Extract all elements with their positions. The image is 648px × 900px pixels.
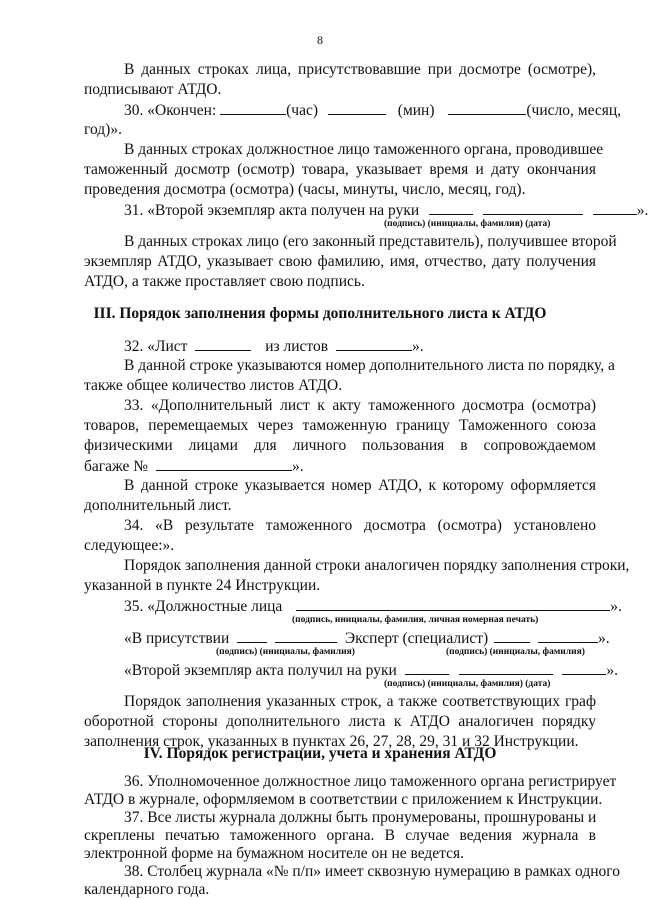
paragraph-line: физическими лицами для личного пользования в сопровождаемом	[84, 437, 596, 454]
closing-quote: ».	[636, 202, 648, 219]
paragraph-line: В данной строке указываются номер дополнительного листа по порядку, а	[124, 357, 615, 374]
paragraph-line: АТДО в журнале, оформляемом в соответствии с приложением к Инструкции.	[84, 791, 603, 808]
closing-quote: ».	[291, 458, 304, 475]
of-sheets-label: из листов	[265, 338, 329, 355]
paragraph-line: подписывают АТДО.	[84, 81, 222, 98]
presence-signature-blank	[237, 628, 267, 643]
caption-31: (подпись) (инициалы, фамилия) (дата)	[384, 219, 551, 229]
paragraph-line: также общее количество листов АТДО.	[84, 377, 343, 394]
officials-label: 35. «Должностные лица	[124, 598, 283, 615]
paragraph-line: 37. Все листы журнала должны быть пронумерованы, прошнурованы и	[124, 809, 597, 826]
item-30-label: 30. «Окончен:	[124, 102, 217, 119]
item-33-line	[84, 456, 304, 477]
expert-signature-blank	[494, 628, 530, 643]
paragraph-line: календарного года.	[84, 881, 210, 898]
caption-presence: (подпись) (инициалы, фамилия)	[216, 647, 355, 657]
hour-blank	[220, 100, 286, 115]
item-32-line	[124, 336, 424, 357]
paragraph-line: АТДО, а также проставляет свою подпись.	[84, 273, 365, 290]
paragraph-line: 36. Уполномоченное должностное лицо таможенного органа регистрирует	[124, 773, 617, 790]
expert-name-blank	[538, 628, 598, 643]
closing-quote: ».	[610, 598, 622, 615]
received-label: «Второй экземпляр акта получил на руки	[124, 662, 397, 679]
paragraph-line: В данных строках лицо (его законный представитель), получившее второй	[124, 233, 617, 250]
paragraph-line: указанной в пункте 24 Инструкции.	[84, 577, 321, 594]
presence-label: «В присутствии	[124, 630, 230, 647]
expert-label: Эксперт (специалист)	[344, 630, 489, 647]
closing-quote: ».	[597, 630, 610, 647]
paragraph-line: товаров, перемещаемых через таможенную границу Таможенного союза	[84, 417, 596, 434]
closing-quote: ».	[606, 662, 619, 679]
received-signature-blank	[405, 660, 449, 675]
section-heading-3: III. Порядок заполнения формы дополнительного листа к АТДО	[93, 305, 547, 322]
received-date-blank	[562, 660, 606, 675]
paragraph-line: таможенный досмотр (осмотр) товара, указывает время и дату окончания	[84, 161, 596, 178]
closing-quote: ».	[411, 338, 424, 355]
minute-caption: (мин)	[397, 102, 435, 119]
paragraph-line: электронной форме на бумажном носителе он не ведется.	[84, 845, 465, 862]
paragraph-line: проведения досмотра (осмотра) (часы, минуты, число, месяц, год).	[84, 181, 526, 198]
paragraph-line: Порядок заполнения указанных строк, а также соответствующих граф	[124, 693, 596, 710]
name-blank	[483, 200, 583, 215]
baggage-label: багаже №	[84, 458, 149, 475]
paragraph-line: скреплены печатью таможенного органа. В случае ведения журнала в	[84, 827, 596, 844]
paragraph-line: В данных строках лица, присутствовавшие при досмотре (осмотре),	[124, 61, 596, 78]
paragraph-line: следующее:».	[84, 537, 175, 554]
item-32-label: 32. «Лист	[124, 338, 188, 355]
date-blank	[448, 100, 526, 115]
paragraph-line: В данной строке указывается номер АТДО, к которому оформляется	[124, 477, 596, 494]
paragraph-line: заполнения строк, указанных в пунктах 26, 27, 28, 29, 31 и 32 Инструкции.	[84, 733, 579, 750]
sheet-count-blank	[336, 336, 412, 351]
paragraph-line: экземпляр АТДО, указывает свою фамилию, имя, отчество, дату получения	[84, 253, 596, 270]
officials-blank	[296, 596, 610, 611]
paragraph-line: В данных строках должностное лицо таможенного органа, проводившее	[124, 141, 604, 158]
paragraph-line: 38. Столбец журнала «№ п/п» имеет сквозную нумерацию в рамках одного	[124, 863, 621, 880]
item-30-line	[124, 100, 621, 121]
caption-expert: (подпись) (инициалы, фамилия)	[446, 647, 585, 657]
paragraph-line: дополнительный лист.	[84, 497, 232, 514]
caption-35: (подпись, инициалы, фамилия, личная номерная печать)	[292, 615, 539, 625]
date-blank	[593, 200, 637, 215]
paragraph-line: 33. «Дополнительный лист к акту таможенного досмотра (осмотра)	[124, 397, 596, 414]
received-name-blank	[459, 660, 553, 675]
signature-blank	[429, 200, 473, 215]
paragraph-line: Порядок заполнения данной строки аналогичен порядку заполнения строки,	[124, 557, 630, 574]
caption-received: (подпись) (инициалы, фамилия) (дата)	[384, 679, 551, 689]
section-heading-4: IV. Порядок регистрации, учета и хранения АТДО	[143, 745, 497, 762]
minute-blank	[328, 100, 386, 115]
item-31-label: 31. «Второй экземпляр акта получен на руки	[124, 202, 420, 219]
paragraph-line: оборотной стороны дополнительного листа к АТДО аналогичен порядку	[84, 713, 596, 730]
date-caption: (число, месяц,	[526, 102, 622, 119]
paragraph-line: 34. «В результате таможенного досмотра (осмотра) установлено	[124, 517, 596, 534]
hour-caption: (час)	[286, 102, 319, 119]
paragraph-line: год)».	[84, 121, 122, 138]
sheet-number-blank	[195, 336, 251, 351]
presence-name-blank	[275, 628, 337, 643]
page-number: 8	[317, 33, 323, 47]
baggage-number-blank	[156, 456, 292, 471]
